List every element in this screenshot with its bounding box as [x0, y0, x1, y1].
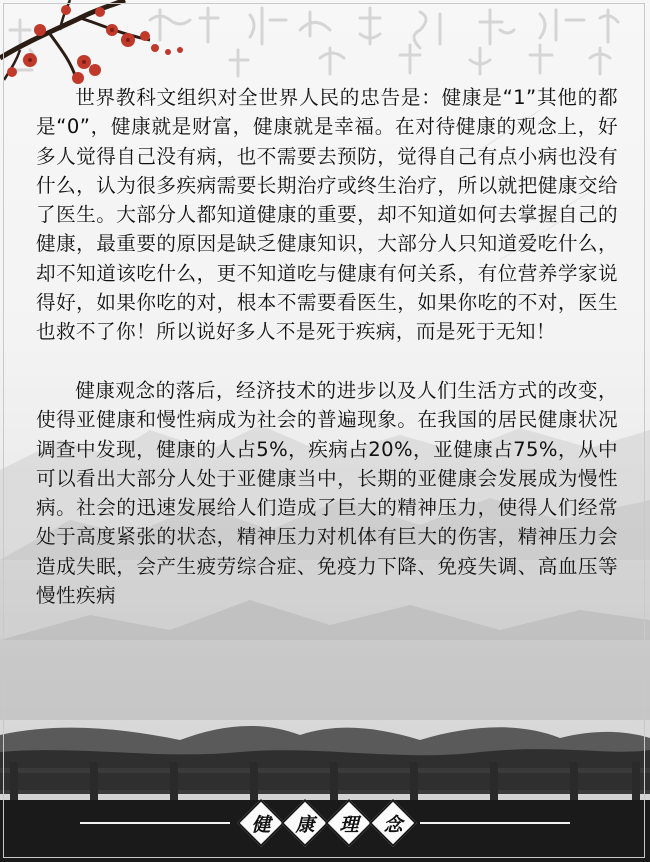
paragraph-1: 世界教科文组织对全世界人民的忠告是：健康是“1”其他的都是“0”，健康就是财富，健康就是幸福。在对待健康的观念上，好多人觉得自己没有病，也不需要去预防，觉得自己有点小病也没有什么，认为很多疾病需要长期治疗或终生治疗，所以就把健康交给了医生。大部分人都知道健康的重要，却不知道如何去掌握自己的健康，最重要的原因是缺乏健康知识，大部分人只知道爱吃什么，却不知道该吃什么，更不知道吃与健康有何关系，有位营养学家说得好，如果你吃的对，根本不需要看医生，如果你吃的不对，医生也救不了你！所以说好多人不是死于疾病，而是死于无知！ [36, 86, 618, 344]
article-body [36, 83, 618, 610]
footer-title-banner [0, 794, 650, 858]
title-char-1: 健 [251, 813, 271, 836]
left-divider-line [80, 822, 230, 824]
paragraph-2: 健康观念的落后，经济技术的进步以及人们生活方式的改变，使得亚健康和慢性病成为社会的普遍现象。在我国的居民健康状况调查中发现，健康的人占5%，疾病占20%，亚健康占75%，从中可以看出大部分人处于亚健康当中，长期的亚健康会发展成为慢性病。社会的迅速发展给人们造成了巨大的精神压力，使得人们经常处于高度紧张的状态，精神压力对机体有巨大的伤害，精神压力会造成失眠，会产生疲劳综合症、免疫力下降、免疫失调、高血压等慢性疾病 [36, 378, 618, 608]
title-char-4: 念 [383, 813, 403, 836]
right-divider-line [420, 822, 570, 824]
calligraphy-background-icon [10, 8, 618, 76]
title-char-3: 理 [339, 813, 359, 836]
title-char-2: 康 [295, 813, 315, 836]
